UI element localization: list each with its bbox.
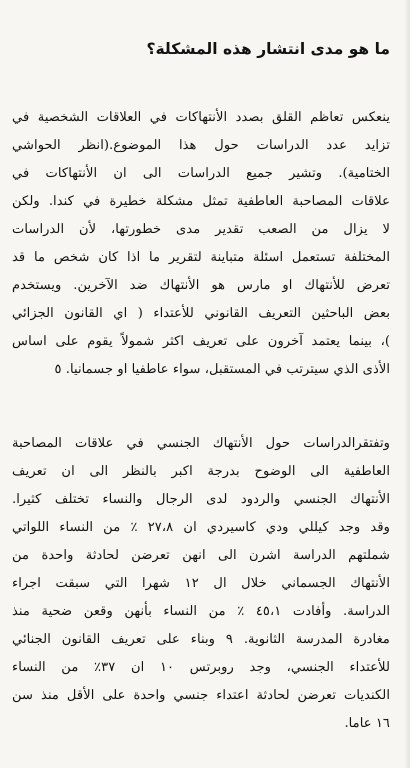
paragraph-line: العاطفية الى الوضوح بدرجة اكبر بالنظر الى ان تعريف [12,464,390,479]
paragraph-line: )، بينما يعتمد آخرون على تعريف اكثر شمولاً يقوم على اساس [12,334,390,349]
paragraph-line: وقد وجد كيللي ودي كاسيردي ان ٢٧،٨ ٪ من النساء اللواتي [12,520,390,535]
paragraph-line: ١٦ عاما. [344,716,390,731]
paragraph-line: المختلفة تستعمل اسئلة متباينة لتقرير ما اذا كان شخص ما قد [12,250,390,265]
paragraph-line: الأنتهاك الجسماني خلال ال ١٢ شهرا التي سبقت اجراء [12,576,390,591]
paragraph-line: ينعكس تعاظم القلق بصدد الأنتهاكات في العلاقات الشخصية في [12,110,390,125]
section-heading: ما هو مدى انتشار هذه المشكلة؟ [146,40,390,58]
paragraph-line: الأنتهاك الجنسي والردود لدى الرجال والنساء تختلف كثيرا. [12,492,390,507]
paragraph-line: الكنديات تعرضن لحادثة اعتداء جنسي واحدة على الأقل منذ سن [12,688,390,703]
paragraph-line: شملتهم الدراسة اشرن الى انهن تعرضن لحادثة واحدة من [12,548,390,563]
paragraph-line: وتفتقرالدراسات حول الأنتهاك الجنسي في علاقات المصاحبة [12,436,390,451]
paragraph-line: مغادرة المدرسة الثانوية. ٩ وبناء على تعريف القانون الجنائي [12,632,391,647]
paragraph-line: للأعتداء الجنسي، وجد روبرتس ١٠ ان ٣٧٪ من النساء [12,660,390,675]
paragraph-line: الأذى الذي سيترتب في المستقبل، سواء عاطفيا او جسمانيا. ٥ [54,362,390,377]
paragraph-1 [12,104,390,384]
paragraph-line: الختامية). وتشير جميع الدراسات الى ان الأنتهاكات في [12,166,390,181]
paragraph-line: الدراسة. وأفادت ٤٥،١ ٪ من النساء بأنهن وقعن ضحية منذ [12,604,390,619]
paragraph-2 [12,430,390,738]
paragraph-line: علاقات المصاحبة العاطفية تمثل مشكلة خطيرة في كندا. ولكن [12,194,390,209]
paragraph-line: لا يزال من الصعب تقدير مدى خطورتها، لأن الدراسات [12,222,390,237]
paragraph-line: تزايد عدد الدراسات حول هذا الموضوع.(انظر الحواشي [12,138,390,153]
paragraph-line: تعرض للأنتهاك او مارس هو الأنتهاك ضد الآخرين. ويستخدم [12,278,390,293]
page-edge-shadow [404,0,410,768]
paragraph-line: بعض الباحثين التعريف القانوني للأعتداء ( اي القانون الجزائي [12,306,390,321]
